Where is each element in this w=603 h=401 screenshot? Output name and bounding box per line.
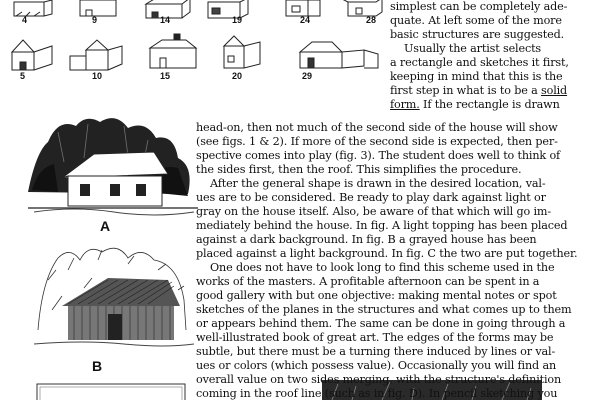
figure-a-illustration: [28, 112, 198, 218]
text-line: placed against a light background. In fig. C the two are put together.: [196, 247, 578, 260]
text-line: quate. At left some of the more: [390, 14, 562, 27]
text-line: works of the masters. A profitable afternoon can be spent in a: [196, 275, 540, 288]
figure-b-label: B: [92, 358, 103, 374]
text-line: coming in the roof line (such as in fig. D). In pencil sketching you: [196, 387, 558, 400]
figure-b-illustration: [28, 240, 198, 355]
figure-number: 24: [300, 15, 311, 25]
text-line: good gallery with but one objective: making mental notes or spot: [196, 289, 557, 302]
overflow-text: [0, 0, 1, 1]
underlined-word: form.: [390, 98, 420, 111]
text-line: After the general shape is drawn in the desired location, val-: [210, 177, 546, 190]
body-text: [196, 0, 601, 400]
figure-number: 20: [232, 71, 243, 81]
figure-number: 19: [232, 15, 243, 25]
figure-number: 15: [160, 71, 171, 81]
text-line: Usually the artist selects: [404, 42, 542, 55]
text-line: spective comes into play (fig. 3). The student does well to think of: [196, 149, 561, 162]
figure-number: 4: [22, 15, 28, 25]
figure-number: 29: [302, 71, 313, 81]
text-line: well-illustrated book of great art. The edges of the forms may be: [196, 331, 554, 344]
figure-a-label: A: [100, 218, 111, 234]
text-line: basic structures are suggested.: [390, 28, 565, 41]
text-line: a rectangle and sketches it first,: [390, 56, 569, 69]
figure-number: 5: [20, 71, 26, 81]
figure-number: 9: [92, 15, 98, 25]
text-line: against a dark background. In fig. B a grayed house has been: [196, 233, 537, 246]
figure-c-frame: [36, 380, 186, 400]
text-line: or appears behind them. The same can be done in going through a: [196, 317, 566, 330]
text-line: head-on, then not much of the second side of the house will show: [196, 121, 558, 134]
text-line: ues or colors (which possess value). Occasionally you will find an: [196, 359, 557, 372]
text-line: (see figs. 1 & 2). If more of the second side is expected, then per-: [196, 135, 558, 148]
text-line: ues are to be considered. Be ready to play dark against light or: [196, 191, 546, 204]
text-line: simplest can be completely ade-: [390, 0, 568, 13]
text-line: sketches of the planes in the structures and what comes up to them: [196, 303, 572, 316]
text-line: One does not have to look long to find this scheme used in the: [210, 261, 555, 274]
figure-number: 14: [160, 15, 171, 25]
text-span: [0, 0, 1, 1]
underlined-word: solid: [541, 84, 568, 97]
figure-number: 28: [366, 15, 377, 25]
text-line: keeping in mind that this is the: [390, 70, 563, 83]
text-line: subtle, but there must be a turning there induced by lines or val-: [196, 345, 556, 358]
text-line: gray on the house itself. Also, be aware of that which will go im-: [196, 205, 552, 218]
text-line: overall value on two sides merging, with the structure's definition: [196, 373, 562, 386]
figure-number: 10: [92, 71, 103, 81]
text-line: the sides first, then the roof. This simplifies the procedure.: [196, 163, 522, 176]
text-line: mediately behind the house. In fig. A light topping has been placed: [196, 219, 568, 232]
text-span: If the rectangle is drawn: [419, 98, 560, 111]
text-span: first step in what is to be a: [390, 84, 542, 97]
